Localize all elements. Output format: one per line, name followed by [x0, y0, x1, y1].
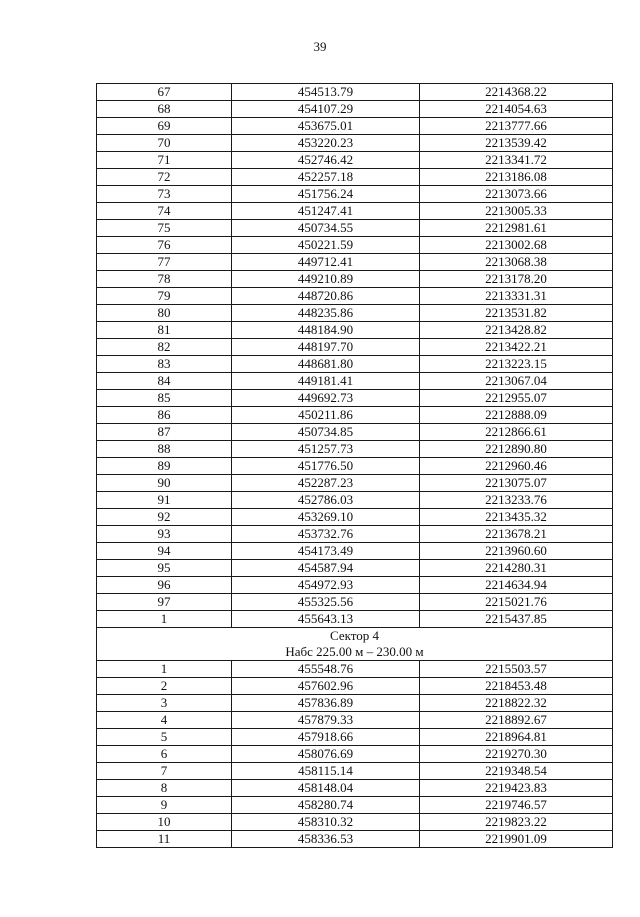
table-row: [97, 135, 613, 152]
point-number-cell: 85: [97, 390, 232, 407]
coordinates-table-part1: [97, 84, 613, 628]
point-number-cell: 77: [97, 254, 232, 271]
table-row: [97, 356, 613, 373]
point-number-cell: 95: [97, 560, 232, 577]
y-coordinate-cell: 2213777.66: [420, 118, 613, 135]
point-number-cell: 79: [97, 288, 232, 305]
table-row: [97, 84, 613, 101]
x-coordinate-cell: 458148.04: [232, 780, 420, 797]
table-row: [97, 831, 613, 848]
table-row: [97, 169, 613, 186]
point-number-cell: 11: [97, 831, 232, 848]
table-row: [97, 390, 613, 407]
x-coordinate-cell: 453220.23: [232, 135, 420, 152]
x-coordinate-cell: 458310.32: [232, 814, 420, 831]
table-row: [97, 220, 613, 237]
table-row: [97, 780, 613, 797]
x-coordinate-cell: 451257.73: [232, 441, 420, 458]
point-number-cell: 73: [97, 186, 232, 203]
point-number-cell: 72: [97, 169, 232, 186]
table-row: [97, 118, 613, 135]
y-coordinate-cell: 2213075.07: [420, 475, 613, 492]
page-number: 39: [313, 39, 327, 54]
table-row: [97, 475, 613, 492]
x-coordinate-cell: 454972.93: [232, 577, 420, 594]
table-row: [97, 492, 613, 509]
y-coordinate-cell: 2213428.82: [420, 322, 613, 339]
y-coordinate-cell: 2215021.76: [420, 594, 613, 611]
y-coordinate-cell: 2213678.21: [420, 526, 613, 543]
x-coordinate-cell: 453732.76: [232, 526, 420, 543]
point-number-cell: 10: [97, 814, 232, 831]
table-row: [97, 678, 613, 695]
point-number-cell: 78: [97, 271, 232, 288]
point-number-cell: 67: [97, 84, 232, 101]
point-number-cell: 75: [97, 220, 232, 237]
point-number-cell: 5: [97, 729, 232, 746]
x-coordinate-cell: 458280.74: [232, 797, 420, 814]
table-row: [97, 543, 613, 560]
x-coordinate-cell: 450734.55: [232, 220, 420, 237]
x-coordinate-cell: 448197.70: [232, 339, 420, 356]
y-coordinate-cell: 2213341.72: [420, 152, 613, 169]
x-coordinate-cell: 451756.24: [232, 186, 420, 203]
table-row: [97, 305, 613, 322]
table-row: [97, 611, 613, 628]
x-coordinate-cell: 448681.80: [232, 356, 420, 373]
point-number-cell: 88: [97, 441, 232, 458]
point-number-cell: 69: [97, 118, 232, 135]
sector-header-group: [97, 628, 613, 661]
x-coordinate-cell: 458115.14: [232, 763, 420, 780]
point-number-cell: 4: [97, 712, 232, 729]
y-coordinate-cell: 2218964.81: [420, 729, 613, 746]
point-number-cell: 71: [97, 152, 232, 169]
x-coordinate-cell: 452786.03: [232, 492, 420, 509]
point-number-cell: 96: [97, 577, 232, 594]
sector-title: Сектор 4: [329, 628, 379, 643]
x-coordinate-cell: 455325.56: [232, 594, 420, 611]
sector-header-cell: [97, 628, 613, 661]
x-coordinate-cell: 454587.94: [232, 560, 420, 577]
x-coordinate-cell: 451776.50: [232, 458, 420, 475]
table-row: [97, 661, 613, 678]
x-coordinate-cell: 448720.86: [232, 288, 420, 305]
table-row: [97, 712, 613, 729]
table-row: [97, 254, 613, 271]
y-coordinate-cell: 2213178.20: [420, 271, 613, 288]
y-coordinate-cell: 2213435.32: [420, 509, 613, 526]
y-coordinate-cell: 2213422.21: [420, 339, 613, 356]
point-number-cell: 90: [97, 475, 232, 492]
y-coordinate-cell: 2219423.83: [420, 780, 613, 797]
table-row: [97, 509, 613, 526]
table-row: [97, 594, 613, 611]
x-coordinate-cell: 449712.41: [232, 254, 420, 271]
y-coordinate-cell: 2213067.04: [420, 373, 613, 390]
point-number-cell: 97: [97, 594, 232, 611]
y-coordinate-cell: 2213223.15: [420, 356, 613, 373]
x-coordinate-cell: 450734.85: [232, 424, 420, 441]
y-coordinate-cell: 2213233.76: [420, 492, 613, 509]
table-row: [97, 203, 613, 220]
x-coordinate-cell: 457918.66: [232, 729, 420, 746]
table-row: [97, 288, 613, 305]
y-coordinate-cell: 2213960.60: [420, 543, 613, 560]
table-row: [97, 560, 613, 577]
table-row: [97, 152, 613, 169]
x-coordinate-cell: 452746.42: [232, 152, 420, 169]
point-number-cell: 1: [97, 661, 232, 678]
sector-subtitle: Набс 225.00 м – 230.00 м: [285, 644, 424, 659]
point-number-cell: 6: [97, 746, 232, 763]
table-row: [97, 577, 613, 594]
point-number-cell: 76: [97, 237, 232, 254]
y-coordinate-cell: 2213531.82: [420, 305, 613, 322]
y-coordinate-cell: 2219823.22: [420, 814, 613, 831]
point-number-cell: 9: [97, 797, 232, 814]
table-row: [97, 729, 613, 746]
table-row: [97, 101, 613, 118]
x-coordinate-cell: 454173.49: [232, 543, 420, 560]
point-number-cell: 86: [97, 407, 232, 424]
point-number-cell: 74: [97, 203, 232, 220]
point-number-cell: 87: [97, 424, 232, 441]
y-coordinate-cell: 2214280.31: [420, 560, 613, 577]
y-coordinate-cell: 2215437.85: [420, 611, 613, 628]
y-coordinate-cell: 2219901.09: [420, 831, 613, 848]
point-number-cell: 92: [97, 509, 232, 526]
table-row: [97, 746, 613, 763]
y-coordinate-cell: 2214368.22: [420, 84, 613, 101]
x-coordinate-cell: 449692.73: [232, 390, 420, 407]
y-coordinate-cell: 2219348.54: [420, 763, 613, 780]
y-coordinate-cell: 2214634.94: [420, 577, 613, 594]
y-coordinate-cell: 2213331.31: [420, 288, 613, 305]
table-row: [97, 458, 613, 475]
y-coordinate-cell: 2215503.57: [420, 661, 613, 678]
point-number-cell: 93: [97, 526, 232, 543]
point-number-cell: 91: [97, 492, 232, 509]
x-coordinate-cell: 450221.59: [232, 237, 420, 254]
point-number-cell: 82: [97, 339, 232, 356]
table-row: [97, 695, 613, 712]
x-coordinate-cell: 452287.23: [232, 475, 420, 492]
y-coordinate-cell: 2212890.80: [420, 441, 613, 458]
table-row: [97, 441, 613, 458]
x-coordinate-cell: 458076.69: [232, 746, 420, 763]
x-coordinate-cell: 457879.33: [232, 712, 420, 729]
table-row: [97, 814, 613, 831]
x-coordinate-cell: 454513.79: [232, 84, 420, 101]
x-coordinate-cell: 457602.96: [232, 678, 420, 695]
y-coordinate-cell: 2213002.68: [420, 237, 613, 254]
coordinates-table-part2: [97, 661, 613, 848]
y-coordinate-cell: 2212866.61: [420, 424, 613, 441]
table-row: [97, 339, 613, 356]
table-row: [97, 237, 613, 254]
y-coordinate-cell: 2218453.48: [420, 678, 613, 695]
sector-header-row: [97, 628, 613, 661]
y-coordinate-cell: 2213539.42: [420, 135, 613, 152]
point-number-cell: 7: [97, 763, 232, 780]
x-coordinate-cell: 449210.89: [232, 271, 420, 288]
x-coordinate-cell: 448235.86: [232, 305, 420, 322]
y-coordinate-cell: 2212955.07: [420, 390, 613, 407]
table-row: [97, 797, 613, 814]
table-row: [97, 271, 613, 288]
y-coordinate-cell: 2212981.61: [420, 220, 613, 237]
y-coordinate-cell: 2219270.30: [420, 746, 613, 763]
point-number-cell: 8: [97, 780, 232, 797]
x-coordinate-cell: 450211.86: [232, 407, 420, 424]
point-number-cell: 89: [97, 458, 232, 475]
point-number-cell: 3: [97, 695, 232, 712]
table-row: [97, 424, 613, 441]
point-number-cell: 2: [97, 678, 232, 695]
x-coordinate-cell: 449181.41: [232, 373, 420, 390]
table-row: [97, 526, 613, 543]
x-coordinate-cell: 453269.10: [232, 509, 420, 526]
point-number-cell: 70: [97, 135, 232, 152]
y-coordinate-cell: 2218822.32: [420, 695, 613, 712]
point-number-cell: 80: [97, 305, 232, 322]
point-number-cell: 1: [97, 611, 232, 628]
x-coordinate-cell: 452257.18: [232, 169, 420, 186]
y-coordinate-cell: 2213186.08: [420, 169, 613, 186]
x-coordinate-cell: 454107.29: [232, 101, 420, 118]
point-number-cell: 83: [97, 356, 232, 373]
y-coordinate-cell: 2218892.67: [420, 712, 613, 729]
y-coordinate-cell: 2213068.38: [420, 254, 613, 271]
point-number-cell: 94: [97, 543, 232, 560]
y-coordinate-cell: 2213005.33: [420, 203, 613, 220]
table-row: [97, 186, 613, 203]
table-row: [97, 373, 613, 390]
point-number-cell: 81: [97, 322, 232, 339]
x-coordinate-cell: 448184.90: [232, 322, 420, 339]
table-row: [97, 763, 613, 780]
x-coordinate-cell: 455548.76: [232, 661, 420, 678]
y-coordinate-cell: 2212888.09: [420, 407, 613, 424]
y-coordinate-cell: 2213073.66: [420, 186, 613, 203]
y-coordinate-cell: 2212960.46: [420, 458, 613, 475]
y-coordinate-cell: 2214054.63: [420, 101, 613, 118]
x-coordinate-cell: 453675.01: [232, 118, 420, 135]
point-number-cell: 68: [97, 101, 232, 118]
x-coordinate-cell: 455643.13: [232, 611, 420, 628]
y-coordinate-cell: 2219746.57: [420, 797, 613, 814]
x-coordinate-cell: 451247.41: [232, 203, 420, 220]
table-row: [97, 407, 613, 424]
coordinates-table: [96, 83, 613, 848]
x-coordinate-cell: 458336.53: [232, 831, 420, 848]
x-coordinate-cell: 457836.89: [232, 695, 420, 712]
point-number-cell: 84: [97, 373, 232, 390]
table-row: [97, 322, 613, 339]
